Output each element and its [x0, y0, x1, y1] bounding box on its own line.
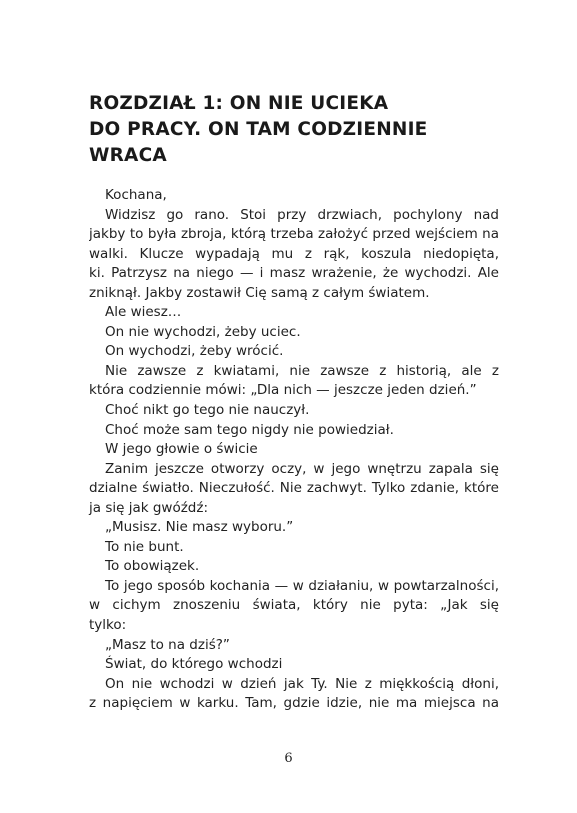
- text-line: Widzisz go rano. Stoi przy drzwiach, pochylony nad: [105, 206, 499, 223]
- text-line: która codziennie mówi: „Dla nich — jeszcze jeden dzień.”: [89, 382, 477, 399]
- text-line: Ale wiesz…: [105, 304, 182, 321]
- text-line: z napięciem w karku. Tam, gdzie idzie, nie ma miejsca na: [89, 695, 499, 712]
- text-line: On nie wychodzi, żeby uciec.: [105, 323, 301, 340]
- text-line: Kochana,: [105, 187, 167, 203]
- text-line: walki. Klucze wypadają mu z rąk, koszula niedopięta,: [89, 245, 499, 262]
- chapter-title-line: ROZDZIAŁ 1: ON NIE UCIEKA: [89, 93, 389, 114]
- text-line: w cichym znoszeniu świata, który nie pyta: „Jak się: [89, 597, 499, 614]
- text-line: W jego głowie o świcie: [105, 441, 258, 458]
- text-line: Zanim jeszcze otworzy oczy, w jego wnętrzu zapala się: [105, 460, 499, 477]
- text-line: To obowiązek.: [105, 558, 200, 575]
- chapter-title-line: WRACA: [89, 145, 167, 166]
- text-line: jakby to była zbroja, którą trzeba założyć przed wejściem na: [89, 226, 499, 243]
- text-line: zniknął. Jakby zostawił Cię samą z całym światem.: [89, 284, 430, 301]
- chapter-title-line: DO PRACY. ON TAM CODZIENNIE: [89, 119, 428, 140]
- text-line: dzialne światło. Nieczułość. Nie zachwyt. Tylko zdanie, które: [89, 480, 499, 497]
- text-line: Choć może sam tego nigdy nie powiedział.: [105, 421, 394, 438]
- text-line: Świat, do którego wchodzi: [105, 656, 283, 673]
- chapter-body: [89, 186, 499, 714]
- text-line: „Musisz. Nie masz wyboru.”: [105, 519, 294, 536]
- text-line: To nie bunt.: [105, 538, 184, 555]
- text-line: ki. Patrzysz na niego — i masz wrażenie, że wychodzi. Ale: [89, 265, 499, 282]
- page-number: 6: [284, 751, 293, 766]
- text-line: Choć nikt go tego nie nauczył.: [105, 402, 310, 419]
- text-line: To jego sposób kochania — w działaniu, w powtarzalności,: [105, 577, 499, 594]
- text-line: Nie zawsze z kwiatami, nie zawsze z historią, ale z: [105, 362, 499, 379]
- text-line: tylko:: [89, 617, 127, 634]
- text-line: On nie wchodzi w dzień jak Ty. Nie z miękkością dłoni,: [105, 675, 499, 692]
- text-line: „Masz to na dziś?”: [105, 636, 230, 653]
- chapter-title: [89, 91, 509, 169]
- text-line: On wychodzi, żeby wrócić.: [105, 343, 284, 360]
- text-line: ja się jak gwóźdź:: [89, 499, 208, 516]
